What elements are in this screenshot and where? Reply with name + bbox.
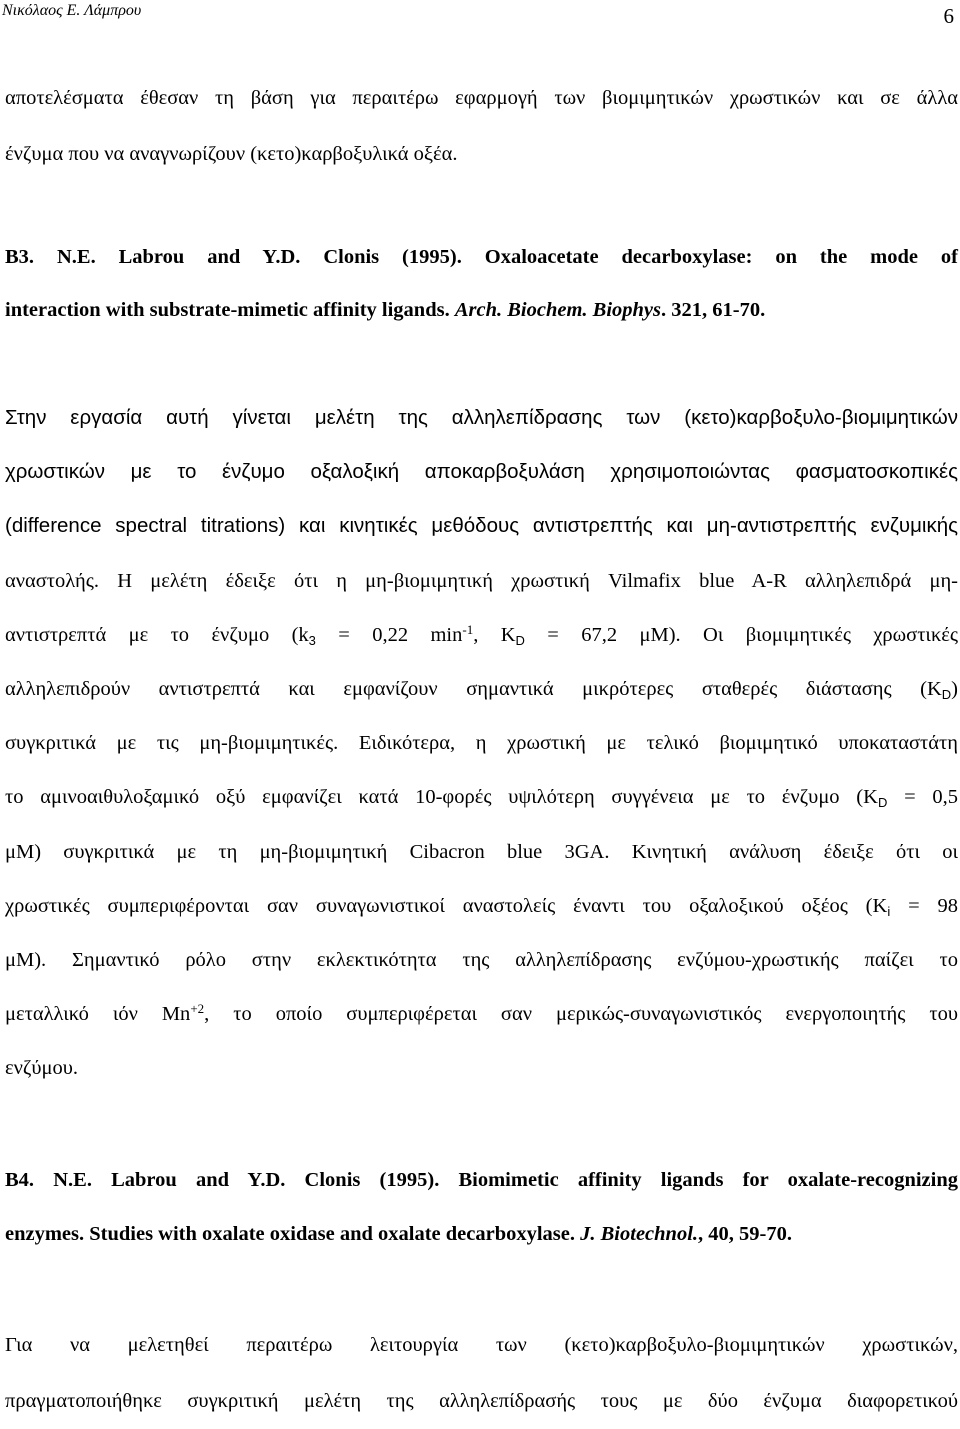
abstract-b4-line: πραγματοποιήθηκε συγκριτική μελέτη της αλληλεπίδρασής τους με δύο ένζυμα διαφορετικού [5, 1390, 958, 1412]
text-run: ενζύμου. [5, 1057, 79, 1080]
subscript: D [515, 632, 525, 648]
abstract-b3-line [5, 716, 958, 770]
intro-line: ένζυμα που να αναγνωρίζουν (κετο)καρβοξυλικά οξέα. [5, 143, 458, 165]
text-run: μM). Σημαντικό ρόλο στην εκλεκτικότητα της αλληλεπίδρασης ενζύμου-χρωστικής παίζει το [5, 949, 958, 972]
reference-b3-volume-pages: . 321, 61-70. [661, 299, 766, 321]
text-run: , το οποίο συμπεριφέρεται σαν μερικώς-συναγωνιστικός ενεργοποιητής του [204, 1003, 958, 1026]
abstract-b3-line [5, 987, 958, 1041]
abstract-b3-line [5, 770, 958, 824]
abstract-b3 [5, 391, 958, 1096]
abstract-b3-line [5, 391, 958, 445]
intro-line: αποτελέσματα έθεσαν τη βάση για περαιτέρω εφαρμογή των βιομιμητικών χρωστικών και σε άλλα [5, 87, 958, 109]
intro-paragraph [5, 70, 958, 182]
text-run: = 67,2 μM). Οι βιομιμητικές χρωστικές [524, 623, 959, 646]
abstract-b3-line [5, 879, 958, 933]
reference-b3-journal: Arch. Biochem. Biophys [454, 299, 661, 321]
subscript: D [941, 687, 952, 703]
reference-b4-journal: J. Biotechnol. [580, 1223, 699, 1245]
page-header [2, 0, 958, 28]
abstract-b3-line [5, 608, 958, 662]
text-run: αλληλεπιδρούν αντιστρεπτά και εμφανίζουν σημαντικά μικρότερες σταθερές διάστασης (K [5, 678, 942, 701]
text-run: (difference spectral titrations) και κινητικές μεθόδους αντιστρεπτής και μη-αντιστρεπτής ενζυμικής [5, 514, 958, 538]
subscript: 3 [308, 632, 316, 648]
text-run: μεταλλικό ιόν Mn [5, 1003, 191, 1026]
text-run: συγκριτικά με τις μη-βιομιμητικές. Ειδικότερα, η χρωστική με τελικό βιομιμητικό υποκαταστάτη [5, 732, 958, 755]
text-run: = 0,22 min [315, 623, 463, 646]
abstract-b3-line [5, 662, 958, 716]
subscript: D [877, 795, 888, 811]
superscript: +2 [190, 1001, 205, 1017]
superscript: -1 [462, 621, 474, 637]
text-run: χρωστικών με το ένζυμο οξαλοξική αποκαρβοξυλάση χρησιμοποιώντας φασματοσκοπικές [5, 460, 958, 484]
reference-b3 [5, 231, 958, 337]
text-run: = 0,5 [887, 786, 958, 809]
abstract-b3-line [5, 825, 958, 879]
abstract-b4-line: Για να μελετηθεί περαιτέρω λειτουργία των (κετο)καρβοξυλο-βιομιμητικών χρωστικών, [5, 1334, 958, 1356]
abstract-b3-line [5, 554, 958, 608]
abstract-b4 [5, 1317, 958, 1429]
subscript: i [887, 903, 891, 919]
text-run: χρωστικές συμπεριφέρονται σαν συναγωνιστικοί αναστολείς έναντι του οξαλοξικού οξέος (K [5, 894, 888, 917]
text-run: αναστολής. Η μελέτη έδειξε ότι η μη-βιομιμητική χρωστική Vilmafix blue A-R αλληλεπιδρά μη- [5, 569, 958, 592]
text-run: το αμινοαιθυλοξαμικό οξύ εμφανίζει κατά 10-φορές υψιλότερη συγγένεια με το ένζυμο (K [5, 786, 878, 809]
abstract-b3-line [5, 499, 958, 553]
text-run: αντιστρεπτά με το ένζυμο (k [5, 623, 309, 646]
reference-b3-line2 [5, 284, 958, 337]
abstract-b3-line [5, 445, 958, 499]
reference-b4 [5, 1153, 958, 1261]
reference-b4-title-end: enzymes. Studies with oxalate oxidase and oxalate decarboxylase. [5, 1223, 581, 1245]
page-number: 6 [943, 4, 954, 28]
reference-b4-line: B4. N.E. Labrou and Y.D. Clonis (1995). Biomimetic affinity ligands for oxalate-recognizing [5, 1169, 958, 1191]
running-header-author: Νικόλαος Ε. Λάμπρου [2, 2, 142, 19]
reference-b4-line2 [5, 1207, 958, 1261]
text-run: , K [473, 623, 516, 646]
abstract-b3-line [5, 933, 958, 987]
text-run: ) [951, 678, 958, 701]
text-run: μM) συγκριτικά με τη μη-βιομιμητική Cibacron blue 3GA. Κινητική ανάλυση έδειξε ότι οι [5, 840, 958, 863]
abstract-b3-line [5, 1041, 958, 1095]
text-run: = 98 [890, 894, 959, 917]
reference-b3-title-end: interaction with substrate-mimetic affinity ligands. [5, 299, 455, 321]
reference-b3-line: B3. N.E. Labrou and Y.D. Clonis (1995). Oxaloacetate decarboxylase: on the mode of [5, 246, 958, 268]
reference-b4-volume-pages: , 40, 59-70. [698, 1223, 792, 1245]
text-run: Στην εργασία αυτή γίνεται μελέτη της αλληλεπίδρασης των (κετο)καρβοξυλο-βιομιμητικών [5, 406, 958, 429]
